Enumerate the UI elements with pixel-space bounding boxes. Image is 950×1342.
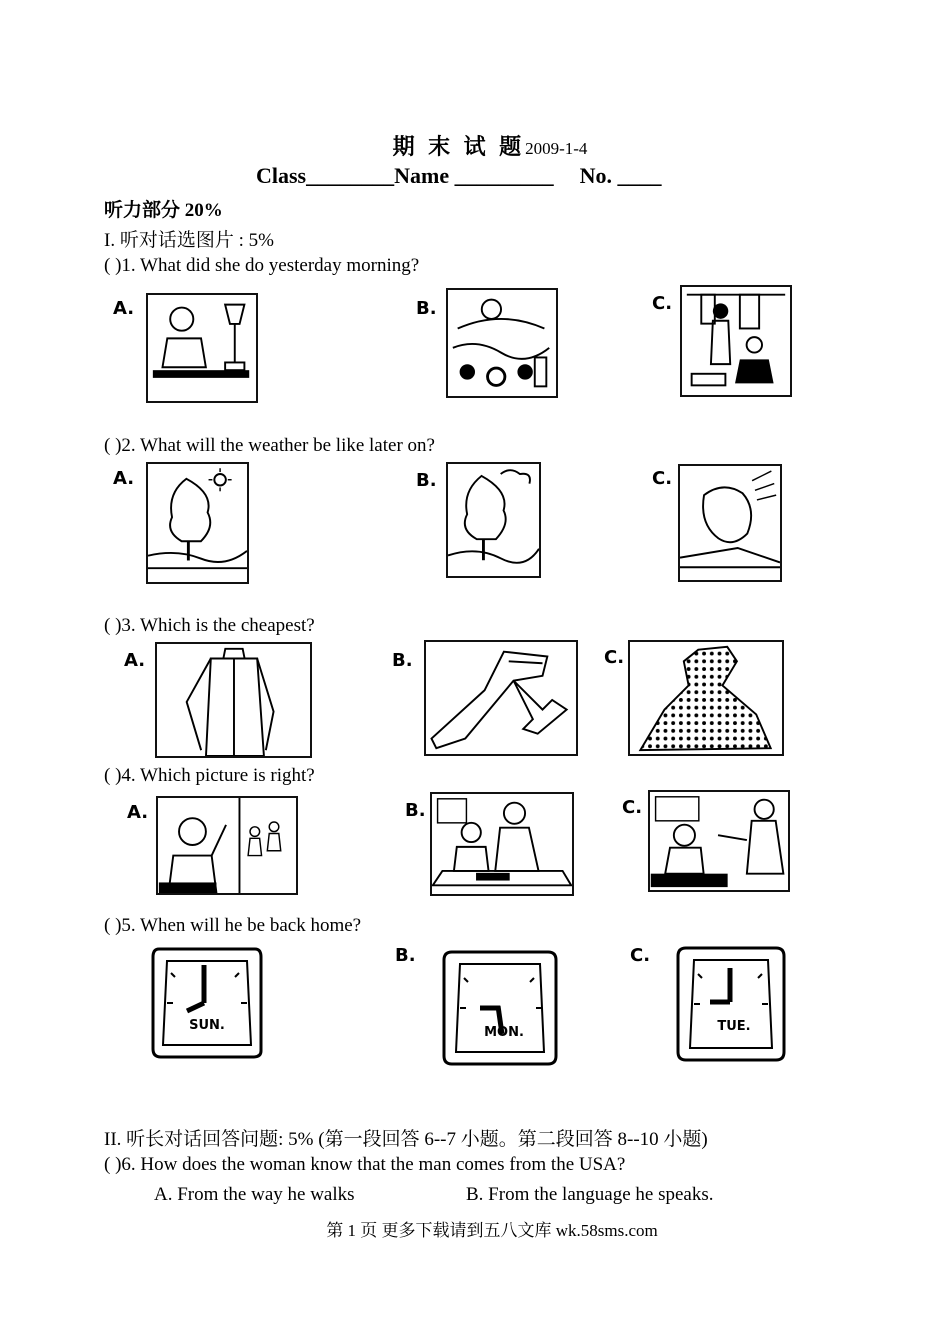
q6-option-b: B. From the language he speaks. xyxy=(466,1184,714,1205)
section1-heading: I. 听对话选图片 : 5% xyxy=(104,230,274,251)
q1-picture-c-laundry xyxy=(680,285,792,397)
q3-option-b-label: B. xyxy=(392,650,413,671)
question-4: ( )4. Which picture is right? xyxy=(104,765,315,786)
q2-picture-a-sunny xyxy=(146,462,249,584)
title-text: 期 末 试 题 xyxy=(392,134,526,159)
clock-c-day-label: TUE. xyxy=(717,1019,751,1034)
q3-picture-c-dress xyxy=(628,640,784,756)
q3-picture-a-coat xyxy=(155,642,312,758)
q5-clock-c-tuesday xyxy=(674,942,788,1064)
student-info-line xyxy=(256,163,662,189)
class-field: Class________ xyxy=(256,163,395,188)
exam-date: 2009-1-4 xyxy=(525,139,588,158)
q4-picture-c-classroom xyxy=(648,790,790,892)
q4-option-b-label: B. xyxy=(405,800,426,821)
q4-option-c-label: C. xyxy=(622,797,643,818)
q2-picture-b-cloudy xyxy=(446,462,541,578)
q4-picture-b-students-desk xyxy=(430,792,574,896)
q1-picture-b-garden xyxy=(446,288,558,398)
q6-option-a: A. From the way he walks xyxy=(154,1184,355,1205)
number-field: No. ____ xyxy=(579,163,662,188)
q1-option-c-label: C. xyxy=(652,293,673,314)
question-3: ( )3. Which is the cheapest? xyxy=(104,615,315,636)
q3-option-c-label: C. xyxy=(604,647,625,668)
q2-option-a-label: A. xyxy=(113,468,135,489)
q5-clock-b-monday xyxy=(440,944,560,1070)
listening-section-title: 听力部分 20% xyxy=(104,200,223,221)
question-5: ( )5. When will he be back home? xyxy=(104,915,362,936)
exam-title xyxy=(0,130,950,161)
page-footer: 第 1 页 更多下载请到五八文库 wk.58sms.com xyxy=(326,1221,658,1240)
q4-picture-a-teacher-board xyxy=(156,796,298,895)
q5-option-c-label: C. xyxy=(630,945,651,966)
section2-heading: II. 听长对话回答问题: 5% (第一段回答 6--7 小题。第二段回答 8--10 小题) xyxy=(104,1129,708,1150)
q1-picture-a-reading xyxy=(146,293,258,403)
clock-b-day-label: MON. xyxy=(484,1025,524,1040)
q3-picture-b-trousers xyxy=(424,640,578,756)
q1-option-b-label: B. xyxy=(416,298,437,319)
question-6: ( )6. How does the woman know that the man comes from the USA? xyxy=(104,1154,626,1175)
q3-option-a-label: A. xyxy=(124,650,146,671)
question-2: ( )2. What will the weather be like later on? xyxy=(104,435,435,456)
q4-option-a-label: A. xyxy=(127,802,149,823)
q2-picture-c-windy xyxy=(678,464,782,582)
q2-option-c-label: C. xyxy=(652,468,673,489)
q2-option-b-label: B. xyxy=(416,470,437,491)
clock-a-day-label: SUN. xyxy=(189,1018,225,1033)
q1-option-a-label: A. xyxy=(113,298,135,319)
question-1: ( )1. What did she do yesterday morning? xyxy=(104,255,420,276)
q5-option-b-label: B. xyxy=(395,945,416,966)
q5-clock-a-sunday xyxy=(149,943,265,1061)
name-field: Name _________ xyxy=(394,163,554,188)
